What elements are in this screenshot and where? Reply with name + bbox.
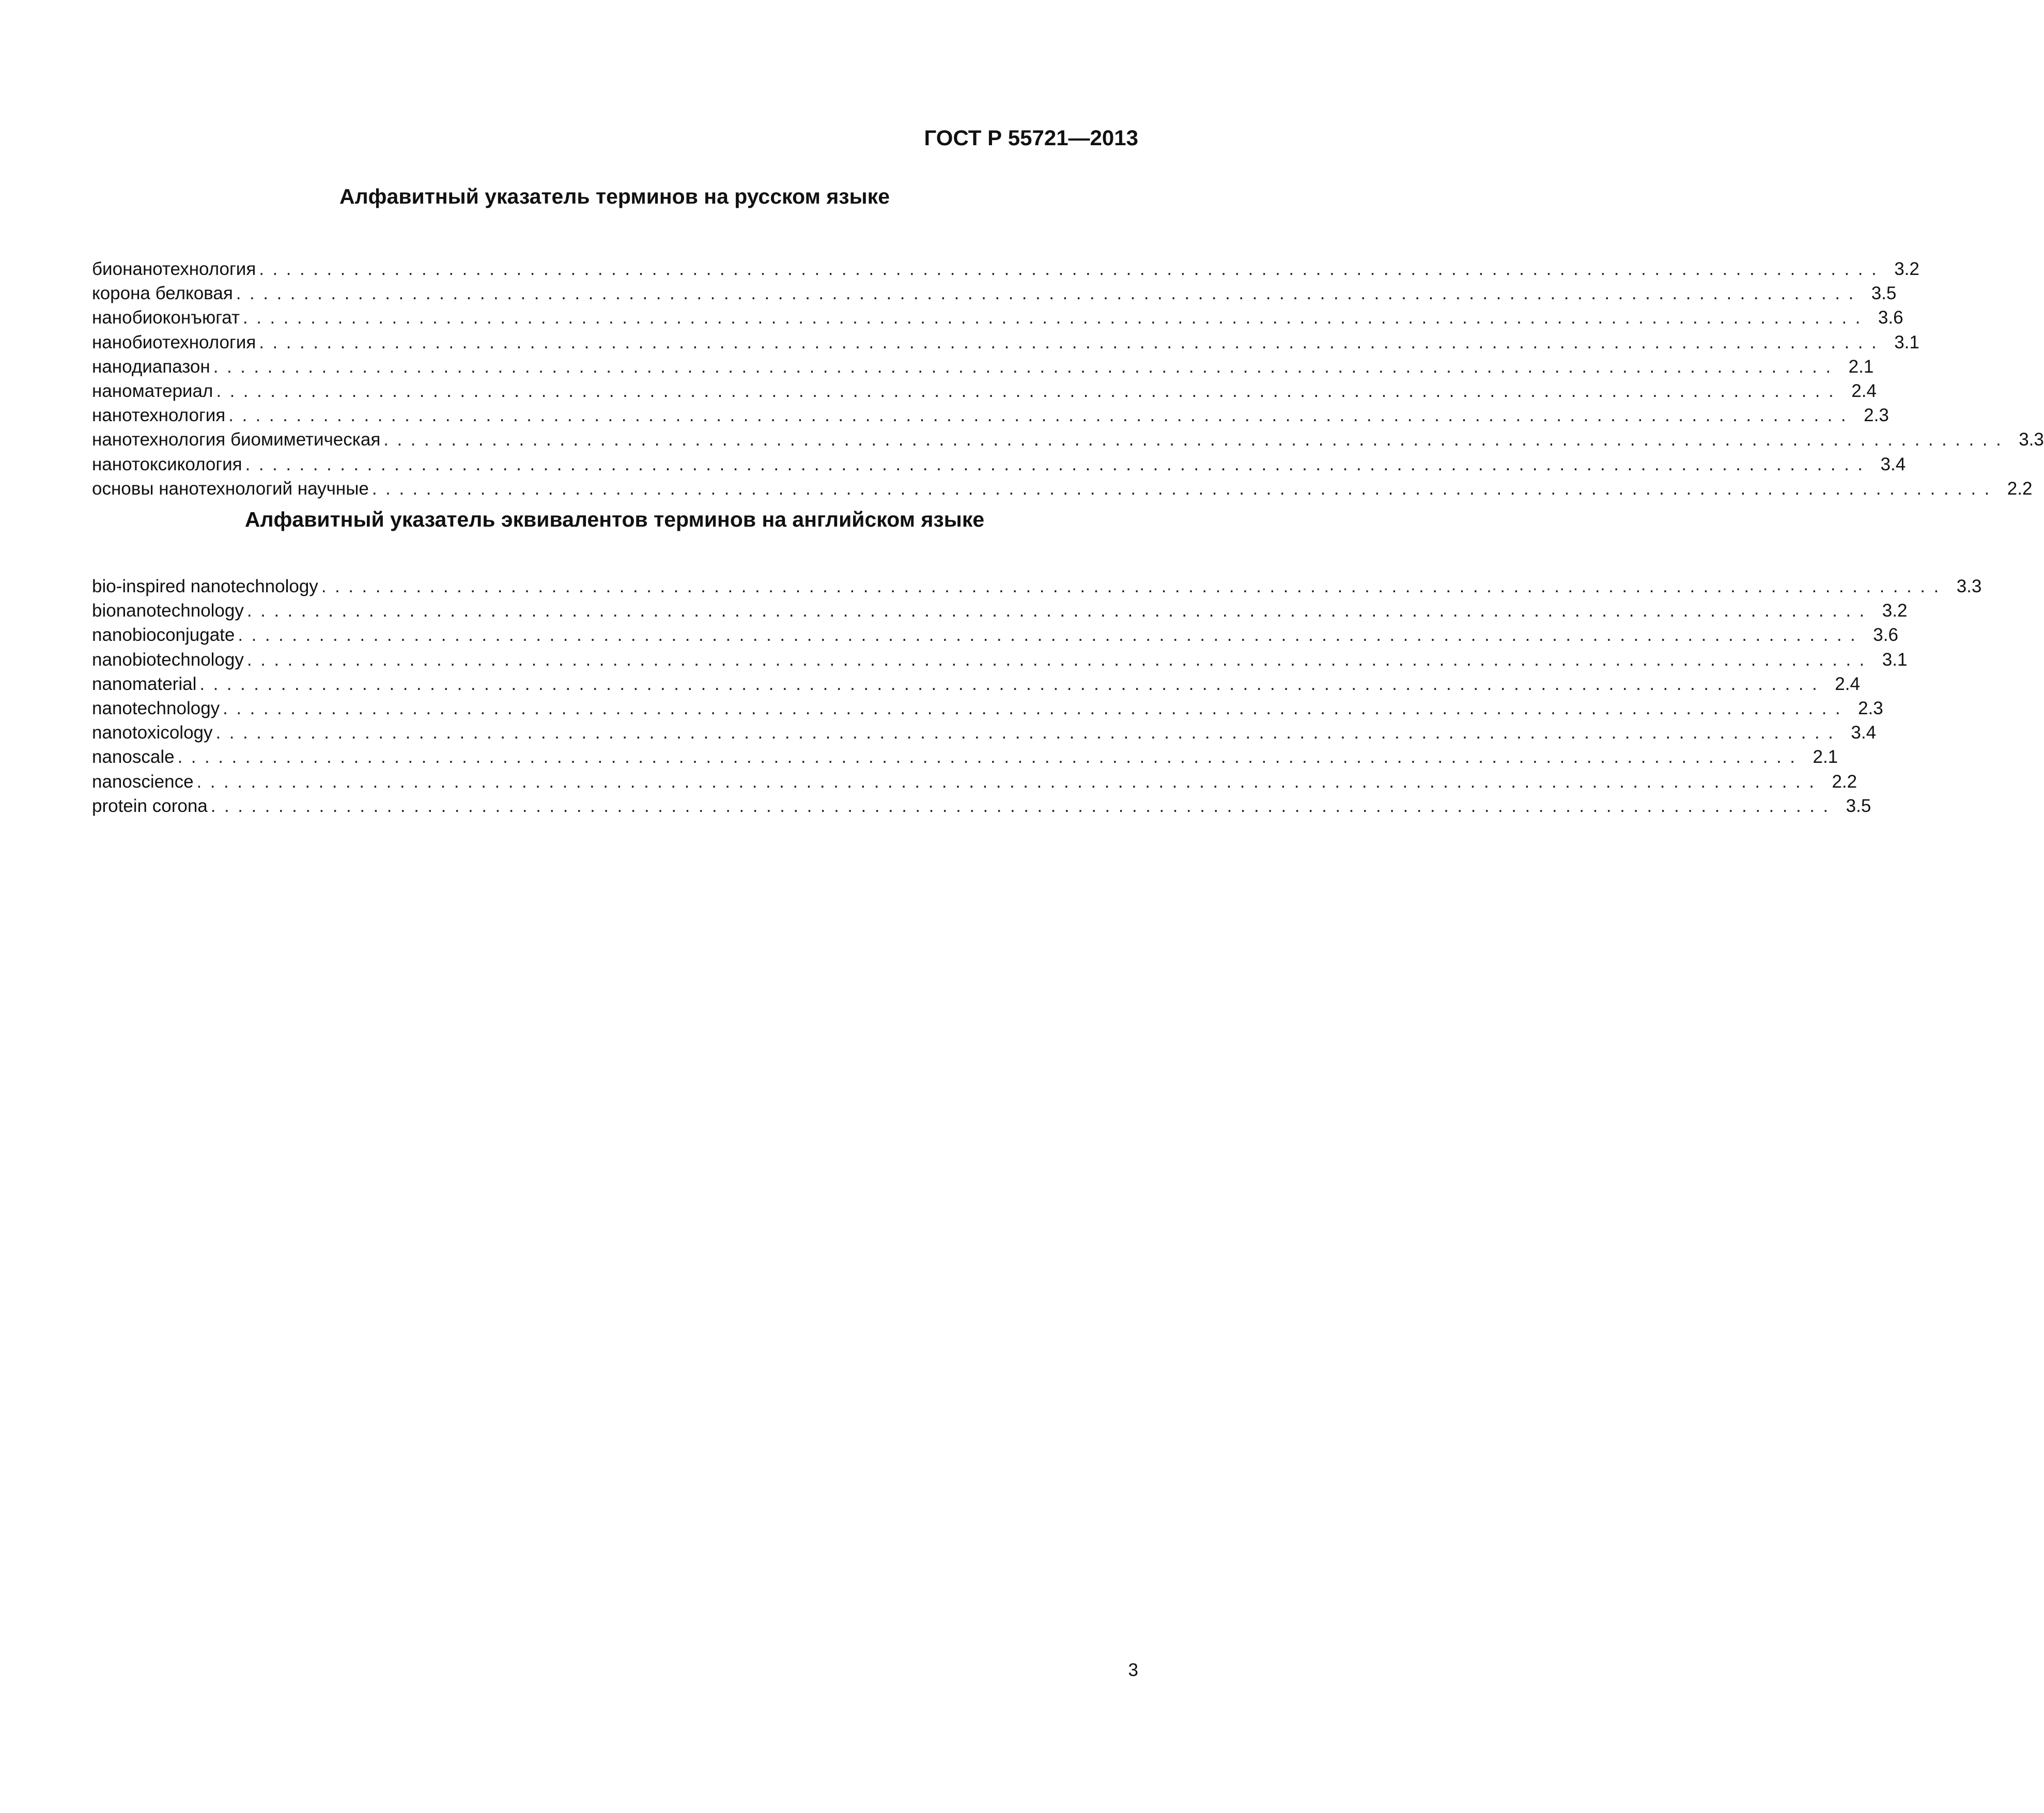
index-entry — [92, 720, 1877, 745]
index-term: нанобиотехнология — [92, 332, 256, 352]
index-reference: 3.6 — [1878, 308, 1903, 328]
index-term: nanotoxicology — [92, 723, 213, 743]
index-reference: 2.2 — [2007, 478, 2033, 499]
index-reference: 3.4 — [1880, 454, 1906, 474]
index-term: нанобиоконъюгат — [92, 308, 240, 328]
index-entry — [92, 403, 1889, 427]
document-code: ГОСТ Р 55721—2013 — [924, 126, 1138, 150]
index-term: nanobioconjugate — [92, 625, 235, 646]
index-term: нанотоксикология — [92, 454, 242, 474]
index-reference: 2.1 — [1813, 747, 1838, 767]
index-entry — [92, 477, 2033, 501]
index-entry — [92, 745, 1838, 769]
index-term: nanotechnology — [92, 698, 220, 718]
index-entry — [92, 257, 1919, 281]
index-entry — [92, 427, 2044, 452]
index-term: nanoscience — [92, 771, 194, 792]
dot-leader: ........................................................................................................................ — [243, 308, 1869, 328]
index-entry — [92, 598, 1908, 623]
index-reference: 3.2 — [1882, 601, 1908, 621]
index-entry — [92, 305, 1903, 330]
dot-leader: ........................................................................................................................ — [238, 625, 1864, 646]
index-term: нанодиапазон — [92, 356, 210, 377]
dot-leader: ........................................................................................................................ — [196, 771, 1823, 792]
index-reference: 3.2 — [1894, 259, 1919, 279]
index-entry — [92, 794, 1871, 818]
dot-leader: ........................................................................................................................ — [210, 795, 1837, 816]
index-reference: 2.1 — [1848, 356, 1874, 377]
section-title: Алфавитный указатель эквивалентов терминов на английском языке — [244, 508, 985, 531]
index-reference: 3.5 — [1846, 795, 1871, 816]
index-entry — [92, 281, 1897, 305]
index-reference: 3.1 — [1894, 332, 1919, 352]
index-entry — [92, 355, 1874, 379]
index-entry — [92, 672, 1860, 696]
index-term: наноматериал — [92, 380, 213, 401]
russian-terms-index — [92, 185, 2044, 501]
index-entry — [92, 648, 1908, 672]
index-entry — [92, 452, 1906, 477]
index-reference: 2.2 — [1832, 771, 1857, 792]
index-term: нанотехнология — [92, 405, 226, 426]
dot-leader: ........................................................................................................................ — [245, 454, 1871, 474]
index-reference: 2.4 — [1851, 380, 1877, 401]
index-term: protein corona — [92, 795, 208, 816]
index-list — [92, 257, 2044, 501]
index-reference: 3.4 — [1851, 723, 1877, 743]
page-number: 3 — [1128, 1660, 1138, 1680]
index-reference: 3.3 — [1956, 576, 1982, 596]
index-reference: 3.5 — [1871, 283, 1897, 304]
index-entry — [92, 574, 1982, 598]
dot-leader: ........................................................................................................................ — [383, 429, 2010, 450]
dot-leader: ........................................................................................................................ — [371, 478, 1998, 499]
index-reference: 2.3 — [1864, 405, 1889, 426]
index-term: нанотехнология биомиметическая — [92, 429, 381, 450]
index-term: бионанотехнология — [92, 259, 256, 279]
index-reference: 2.3 — [1858, 698, 1883, 718]
index-entry — [92, 770, 1857, 794]
dot-leader: ........................................................................................................................ — [216, 380, 1842, 401]
index-term: nanoscale — [92, 747, 175, 767]
index-reference: 3.3 — [2019, 429, 2044, 450]
dot-leader: ........................................................................................................................ — [246, 649, 1873, 670]
dot-leader: ........................................................................................................................ — [215, 723, 1842, 743]
index-reference: 3.6 — [1873, 625, 1898, 646]
dot-leader: ........................................................................................................................ — [223, 698, 1849, 718]
index-term: bionanotechnology — [92, 601, 244, 621]
index-term: корона белковая — [92, 283, 233, 304]
index-term: bio-inspired nanotechnology — [92, 576, 318, 596]
index-reference: 2.4 — [1835, 673, 1860, 694]
dot-leader: ........................................................................................................................ — [199, 673, 1826, 694]
dot-leader: ........................................................................................................................ — [246, 601, 1873, 621]
english-terms-index — [92, 508, 1982, 818]
index-term: nanobiotechnology — [92, 649, 244, 670]
dot-leader: ........................................................................................................................ — [177, 747, 1804, 767]
dot-leader: ........................................................................................................................ — [236, 283, 1862, 304]
index-list — [92, 574, 1982, 818]
index-term: основы нанотехнологий научные — [92, 478, 369, 499]
dot-leader: ........................................................................................................................ — [228, 405, 1855, 426]
index-entry — [92, 696, 1883, 720]
dot-leader: ........................................................................................................................ — [259, 259, 1885, 279]
dot-leader: ........................................................................................................................ — [259, 332, 1885, 352]
dot-leader: ........................................................................................................................ — [321, 576, 1947, 596]
index-entry — [92, 379, 1877, 403]
dot-leader: ........................................................................................................................ — [213, 356, 1839, 377]
index-term: nanomaterial — [92, 673, 197, 694]
index-reference: 3.1 — [1882, 649, 1908, 670]
section-title: Алфавитный указатель терминов на русском языке — [339, 185, 890, 208]
index-entry — [92, 623, 1898, 647]
index-entry — [92, 330, 1919, 355]
